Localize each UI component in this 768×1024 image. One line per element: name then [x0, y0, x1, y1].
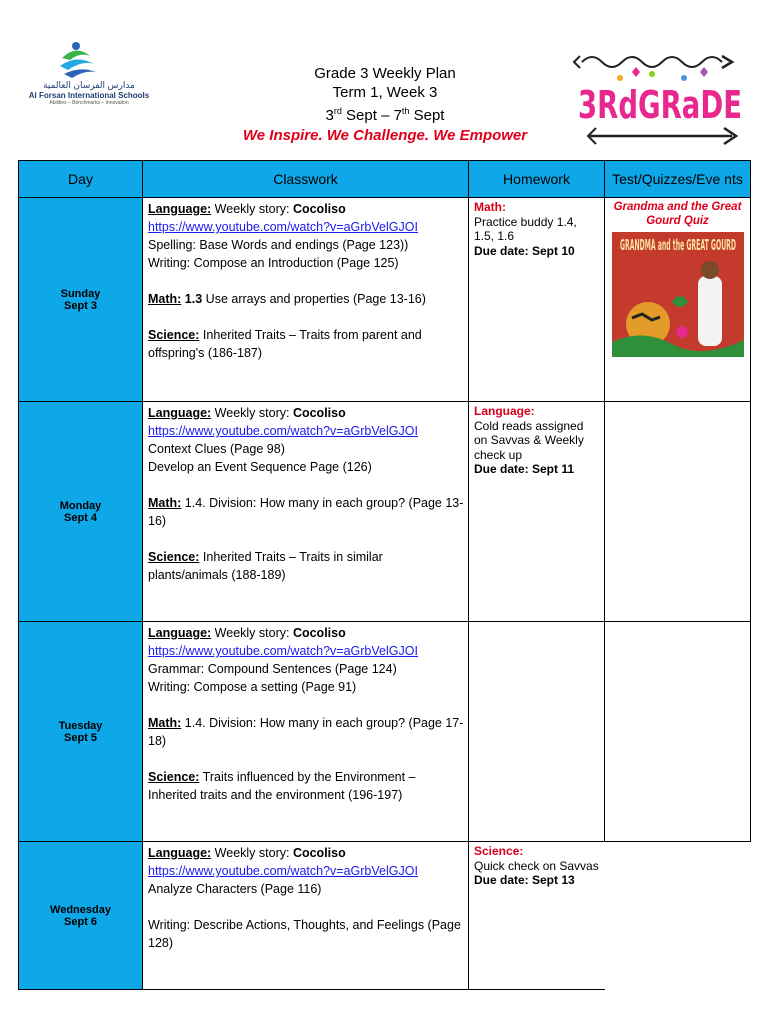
story-name: Cocoliso	[292, 846, 346, 860]
homework-subject: Language:	[474, 404, 535, 418]
book-cover-art	[612, 232, 744, 357]
logo-tagline: Abilities – Benchmarks – Innovation	[49, 100, 129, 106]
classwork-line: Grammar: Compound Sentences (Page 124)	[148, 662, 397, 676]
story-video-link[interactable]: https://www.youtube.com/watch?v=aGrbVelGJOI	[148, 424, 418, 438]
classwork-line: Writing: Compose an Introduction (Page 125)	[148, 256, 399, 270]
table-row	[19, 842, 751, 990]
classwork-text: Weekly story:	[211, 406, 293, 420]
page-title: Grade 3 Weekly Plan	[314, 65, 456, 82]
header-day: Day	[19, 161, 143, 198]
school-motto: We Inspire. We Challenge. We Empower	[242, 127, 528, 144]
day-cell	[19, 842, 143, 990]
header-events: Test/Quizzes/Eve nts	[605, 161, 751, 198]
classwork-text: Inherited Traits – Traits in similar plants/animals (188-189)	[148, 550, 383, 582]
classwork-line: Writing: Describe Actions, Thoughts, and Feelings (Page 128)	[148, 918, 461, 950]
week-dates: 3rd Sept – 7th Sept	[325, 106, 445, 124]
homework-text: Quick check on Savvas	[474, 858, 599, 873]
subject-label: Language:	[148, 406, 212, 420]
classwork-text: Weekly story:	[211, 846, 293, 860]
logo-english-name: Al Forsan International Schools	[28, 91, 150, 100]
table-header-row	[19, 161, 751, 198]
homework-text: Practice buddy 1.4, 1.5, 1.6	[474, 214, 577, 243]
classwork-line: Context Clues (Page 98)	[148, 442, 285, 456]
classwork-cell	[143, 198, 469, 402]
subject-label: Language:	[148, 626, 212, 640]
subject-label: Science:	[148, 328, 200, 342]
grade-badge-art	[572, 48, 748, 148]
events-cell	[605, 622, 751, 842]
classwork-cell	[143, 622, 469, 842]
events-cell	[605, 198, 751, 402]
homework-cell	[469, 622, 605, 842]
day-date: Sept 4	[63, 511, 97, 524]
homework-text: Cold reads assigned on Savvas & Weekly check up	[474, 418, 584, 462]
subject-label: Language:	[148, 202, 212, 216]
day-name: Wednesday	[50, 903, 111, 916]
story-name: Cocoliso	[292, 626, 346, 640]
classwork-line: Spelling: Base Words and endings (Page 123))	[148, 238, 409, 252]
table-row	[19, 622, 751, 842]
classwork-cell	[143, 842, 469, 990]
day-date: Sept 6	[63, 915, 97, 928]
day-cell	[19, 622, 143, 842]
day-name: Sunday	[60, 287, 101, 300]
subject-label: Math:	[148, 716, 182, 730]
story-video-link[interactable]: https://www.youtube.com/watch?v=aGrbVelGJOI	[148, 864, 418, 878]
book-title: GRANDMA and the GREAT GOURD	[620, 236, 736, 254]
subject-label: Language:	[148, 846, 212, 860]
classwork-line: Develop an Event Sequence Page (126)	[148, 460, 372, 474]
classwork-text: 1.4. Division: How many in each group? (Page 17-18)	[148, 716, 464, 748]
classwork-cell	[143, 402, 469, 622]
lesson-number: 1.3	[181, 292, 203, 306]
school-logo-icon	[24, 40, 154, 82]
table-row	[19, 402, 751, 622]
subject-label: Science:	[148, 770, 200, 784]
homework-due-date: Due date: Sept 11	[474, 462, 575, 476]
classwork-text: Weekly story:	[211, 202, 293, 216]
day-name: Tuesday	[58, 719, 103, 732]
homework-cell	[469, 842, 605, 990]
subject-label: Math:	[148, 292, 182, 306]
weekly-plan-table	[18, 160, 751, 990]
badge-text: 3RdGRaDE	[578, 83, 742, 127]
classwork-line: Writing: Compose a setting (Page 91)	[148, 680, 357, 694]
classwork-text: Weekly story:	[211, 626, 293, 640]
homework-cell	[469, 402, 605, 622]
classwork-text: Traits influenced by the Environment – Inherited traits and the environment (196-197)	[148, 770, 416, 802]
homework-subject: Science:	[474, 844, 524, 858]
header-classwork: Classwork	[143, 161, 469, 198]
day-cell	[19, 198, 143, 402]
classwork-line: Analyze Characters (Page 116)	[148, 882, 322, 896]
day-date: Sept 3	[63, 299, 97, 312]
homework-due-date: Due date: Sept 13	[474, 873, 575, 887]
subject-label: Science:	[148, 550, 200, 564]
events-cell	[605, 842, 751, 990]
classwork-text: Inherited Traits – Traits from parent and offspring's (186-187)	[148, 328, 422, 360]
third-grade-badge	[572, 48, 748, 148]
book-cover-image	[612, 232, 744, 357]
events-cell	[605, 402, 751, 622]
school-logo	[24, 40, 154, 110]
quiz-title: Grandma and the Great Gourd Quiz	[613, 201, 742, 227]
story-video-link[interactable]: https://www.youtube.com/watch?v=aGrbVelGJOI	[148, 220, 418, 234]
homework-due-date: Due date: Sept 10	[474, 243, 575, 258]
homework-cell	[469, 198, 605, 402]
day-name: Monday	[59, 499, 102, 512]
subject-label: Math:	[148, 496, 182, 510]
homework-subject: Math:	[474, 200, 506, 214]
table-row	[19, 198, 751, 402]
day-cell	[19, 402, 143, 622]
logo-arabic-name: مدارس الفرسان العالمية	[43, 80, 135, 90]
term-week: Term 1, Week 3	[332, 84, 438, 101]
classwork-text: Use arrays and properties (Page 13-16)	[202, 292, 426, 306]
page-header	[200, 64, 570, 146]
day-date: Sept 5	[63, 731, 97, 744]
story-name: Cocoliso	[292, 202, 346, 216]
story-video-link[interactable]: https://www.youtube.com/watch?v=aGrbVelGJOI	[148, 644, 418, 658]
story-name: Cocoliso	[292, 406, 346, 420]
classwork-text: 1.4. Division: How many in each group? (Page 13-16)	[148, 496, 464, 528]
header-homework: Homework	[469, 161, 605, 198]
